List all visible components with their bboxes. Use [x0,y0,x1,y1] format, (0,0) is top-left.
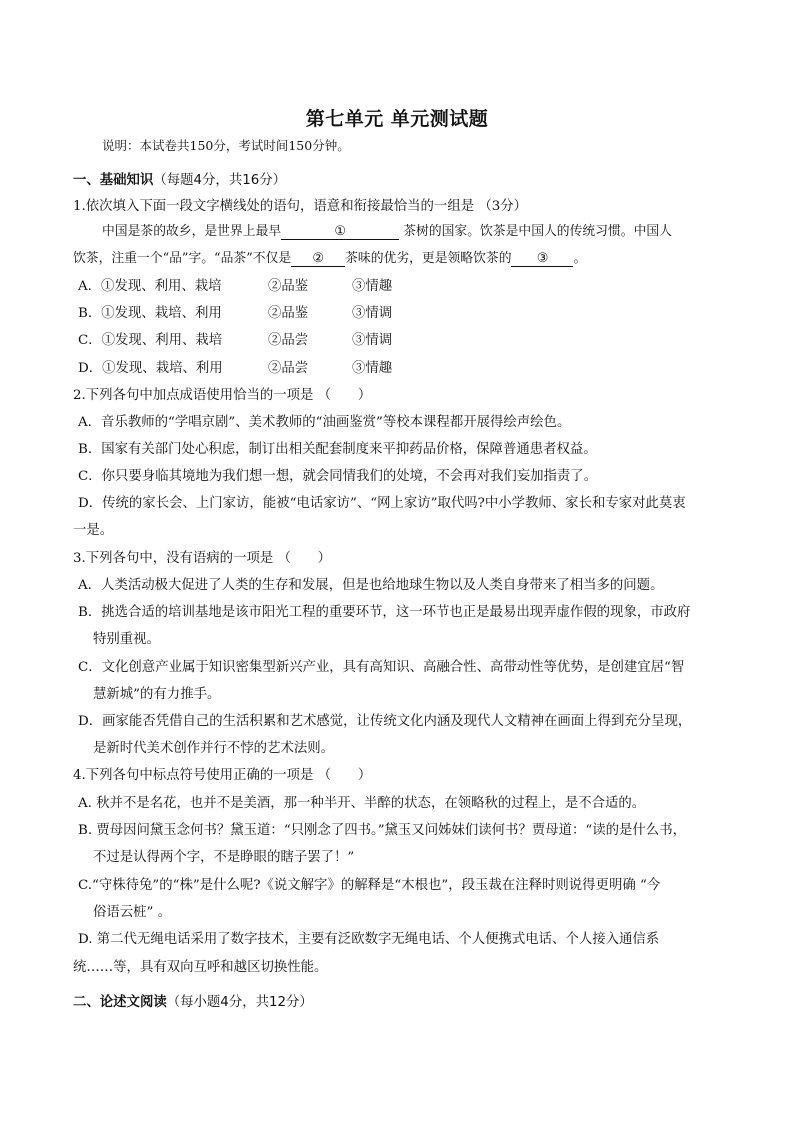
q1-option-c-part1: C．①发现、利用、栽培 [78,333,223,348]
q2-option-b: B．国家有关部门处心积虑，制订出相关配套制度来平抑药品价格，保障普通患者权益。 [78,442,597,457]
q3-option-b-line-2: 特别重视。 [93,632,160,647]
q1-option-b [78,305,393,323]
q4-option-b-line-2: 不过是认得两个字，不是睁眼的瞎子罢了！” [93,850,355,865]
section-1-meta: （每题4分，共16分） [153,173,287,188]
q2-option-d-line-1: D．传统的家长会、上门家访，能被“电话家访”、“网上家访”取代吗?中小学教师、家长和专家对此莫衷 [78,496,686,511]
q3-option-c-line-2: 慧新城”的有力推手。 [93,687,221,702]
q2-option-d-line-2: 一是。 [73,523,114,538]
q1-option-a-part3: ③情趣 [352,279,393,294]
q1-stem: 1.依次填入下面一段文字横线处的语句，语意和衔接最恰当的一组是 （3分） [73,199,528,214]
q1-option-c [78,332,393,350]
q3-stem: 3.下列各句中，没有语病的一项是 （ ） [73,551,332,566]
exam-note: 说明：本试卷共150分，考试时间150分钟。 [102,138,350,153]
q1-option-d-part3: ③情趣 [352,361,393,376]
q4-option-c-line-2: 俗语云桩” 。 [93,905,172,920]
q1-passage-b: 茶树的国家。饮茶是中国人的传统习惯。中国人 [399,224,672,239]
q1-blank-3: ③ [511,250,573,267]
section-2-heading [73,994,313,1012]
q1-option-c-part3: ③情调 [352,333,393,348]
q4-option-a: A. 秋并不是名花，也并不是美酒，那一种半开、半醉的状态，在领略秋的过程上，是不合适的。 [78,796,646,811]
q1-option-a [78,278,393,296]
page-title: 第七单元 单元测试题 [305,108,489,130]
q1-option-b-part2: ②品鉴 [268,306,309,321]
q1-passage-e: 。 [573,251,587,266]
q1-option-d [78,360,393,378]
section-1-heading [73,172,286,190]
q2-option-c: C．你只要身临其境地为我们想一想，就会同情我们的处境，不会再对我们妄加指责了。 [78,469,598,484]
q4-option-d-line-2: 统……等，具有双向互呼和越区切换性能。 [73,960,328,975]
q1-passage-line-2 [73,250,586,268]
q3-option-c-line-1: C．文化创意产业属于知识密集型新兴产业，具有高知识、高融合性、高带动性等优势，是创建宜居“智 [78,660,685,675]
section-2-title: 二、论述文阅读 [73,995,167,1010]
q1-passage-a: 中国是茶的故乡，是世界上最早 [102,224,282,239]
q3-option-d-line-1: D．画家能否凭借自己的生活积累和艺术感觉，让传统文化内涵及现代人文精神在画面上得到充分呈现， [78,714,692,729]
q1-blank-1: ① [281,223,399,240]
q1-option-a-part1: A．①发现、利用、栽培 [78,279,222,294]
q1-option-b-part3: ③情调 [352,306,393,321]
q2-option-a: A．音乐教师的“学唱京剧”、美术教师的“油画鉴赏”等校本课程都开展得绘声绘色。 [78,415,571,430]
q4-option-c-line-1: C.“守株待兔”的“株”是什么呢?《说文解字》的解释是“木根也”，段玉裁在注释时则说得更明确 “今 [78,878,661,893]
q1-option-c-part2: ②品尝 [268,333,309,348]
q4-option-b-line-1: B. 贾母因问黛玉念何书？黛玉道：“只刚念了四书。”黛玉又问姊妹们读何书？贾母道：“读的是什么书， [78,823,686,838]
q1-option-d-part1: D．①发现、栽培、利用 [78,361,223,376]
q1-blank-2: ② [291,250,345,267]
q4-option-d-line-1: D. 第二代无绳电话采用了数字技术，主要有泛欧数字无绳电话、个人便携式电话、个人接入通信系 [78,932,660,947]
q1-passage-d: 茶味的优劣，更是领略饮茶的 [345,251,512,266]
q3-option-d-line-2: 是新时代美术创作并行不悖的艺术法则。 [93,741,335,756]
q1-option-b-part1: B．①发现、栽培、利用 [78,306,222,321]
q1-passage-c: 饮茶，注重一个“品”字。“品茶”不仅是 [73,251,292,266]
q1-option-a-part2: ②品鉴 [268,279,309,294]
q1-option-d-part2: ②品尝 [268,361,309,376]
section-2-meta: （每小题4分，共12分） [166,995,313,1010]
q1-passage-line-1 [102,223,672,241]
q4-stem: 4.下列各句中标点符号使用正确的一项是 （ ） [73,768,372,783]
section-1-title: 一、基础知识 [73,173,154,188]
q3-option-b-line-1: B．挑选合适的培训基地是该市阳光工程的重要环节，这一环节也正是最易出现弄虚作假的现象，市政府 [78,605,691,620]
q3-option-a: A．人类活动极大促进了人类的生存和发展，但是也给地球生物以及人类自身带来了相当多的问题。 [78,578,664,593]
q2-stem: 2.下列各句中加点成语使用恰当的一项是 （ ） [73,388,372,403]
